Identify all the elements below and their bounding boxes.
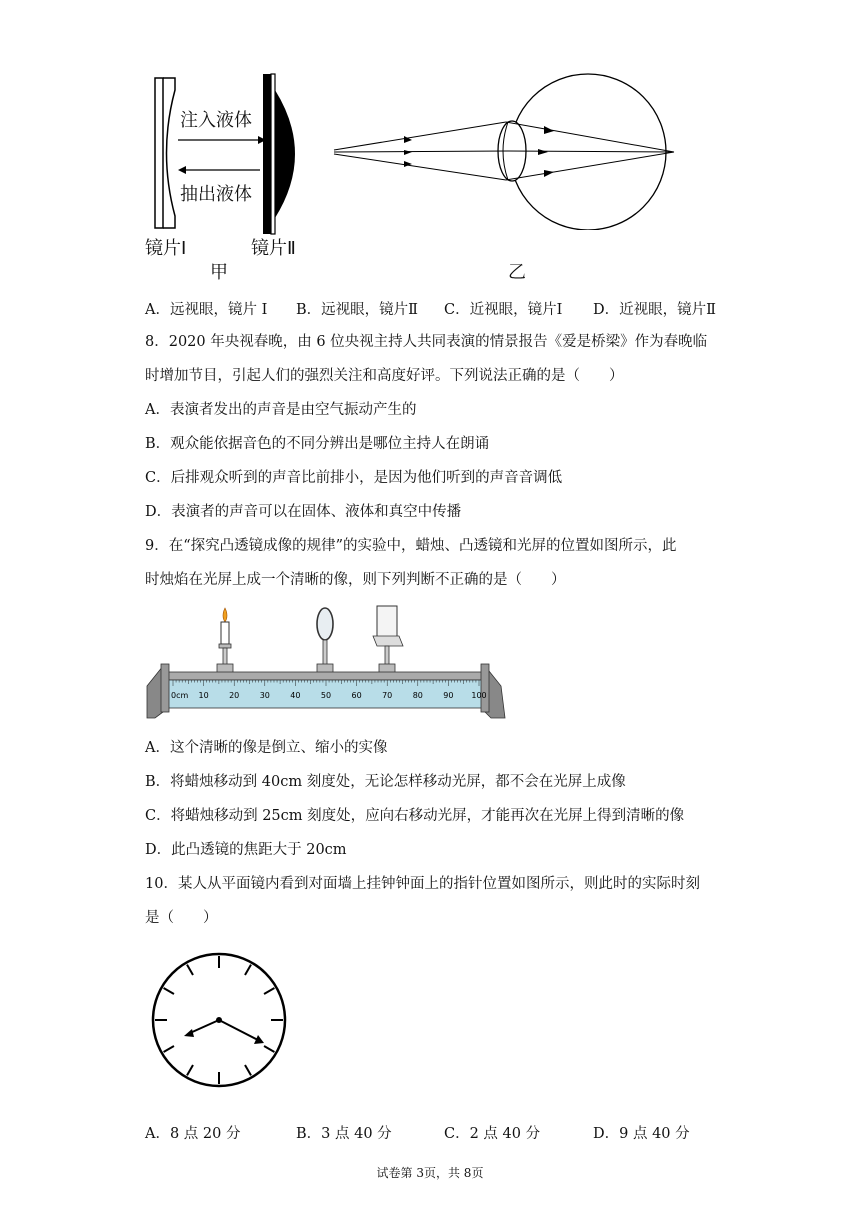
- q7-option-a[interactable]: A．远视眼，镜片 Ⅰ: [145, 302, 268, 318]
- extract-liquid-label: 抽出液体: [180, 184, 252, 205]
- bench-tick-label: 40: [290, 691, 301, 700]
- q10-stem-line2: 是（ ）: [145, 910, 218, 926]
- q9-stem-line1: 9．在“探究凸透镜成像的规律”的实验中，蜡烛、凸透镜和光屏的位置如图所示，此: [145, 538, 677, 554]
- q10-stem-line1: 10．某人从平面镜内看到对面墙上挂钟钟面上的指针位置如图所示，则此时的实际时刻: [145, 876, 700, 892]
- bench-tick-label: 50: [320, 691, 332, 700]
- figure-jia-caption: 甲: [210, 262, 228, 283]
- q8-option-c[interactable]: C．后排观众听到的声音比前排小，是因为他们听到的声音音调低: [145, 470, 563, 486]
- q9-option-d[interactable]: D．此凸透镜的焦距大于 20cm: [145, 842, 347, 858]
- bench-tick-label: 20: [229, 691, 240, 700]
- bench-tick-label: 30: [259, 691, 270, 700]
- q8-stem-line2: 时增加节目，引起人们的强烈关注和高度好评。下列说法正确的是（ ）: [145, 368, 624, 384]
- page-footer: 试卷第 3页，共 8页: [376, 1166, 484, 1180]
- q10-option-a[interactable]: A．8 点 20 分: [145, 1126, 241, 1142]
- q7-option-c[interactable]: C．近视眼，镜片Ⅰ: [444, 302, 563, 318]
- q9-option-a[interactable]: A．这个清晰的像是倒立、缩小的实像: [145, 740, 388, 756]
- bench-tick-label: 70: [382, 691, 393, 700]
- optical-bench-figure: [145, 600, 515, 722]
- figure-yi-caption: 乙: [508, 262, 526, 283]
- q10-options: [0, 1122, 860, 1144]
- q8-option-b[interactable]: B．观众能依据音色的不同分辨出是哪位主持人在朗诵: [145, 436, 490, 452]
- bench-unit-label: 0cm: [171, 691, 189, 700]
- q9-option-c[interactable]: C．将蜡烛移动到 25cm 刻度处，应向右移动光屏，才能再次在光屏上得到清晰的像: [145, 808, 685, 824]
- q10-option-b[interactable]: B．3 点 40 分: [296, 1126, 392, 1142]
- q8-option-d[interactable]: D．表演者的声音可以在固体、液体和真空中传播: [145, 504, 462, 520]
- q10-option-c[interactable]: C．2 点 40 分: [444, 1126, 541, 1142]
- bench-tick-label: 10: [198, 691, 209, 700]
- q9-stem-line2: 时烛焰在光屏上成一个清晰的像，则下列判断不正确的是（ ）: [145, 572, 566, 588]
- bench-tick-label: 60: [351, 691, 362, 700]
- figure-yi-eye: [330, 70, 690, 230]
- inject-liquid-label: 注入液体: [180, 110, 252, 131]
- q7-option-b[interactable]: B．远视眼，镜片Ⅱ: [296, 302, 419, 318]
- q10-option-d[interactable]: D．9 点 40 分: [593, 1126, 690, 1142]
- bench-tick-label: 90: [443, 691, 454, 700]
- bench-tick-label: 80: [412, 691, 423, 700]
- q9-option-b[interactable]: B．将蜡烛移动到 40cm 刻度处，无论怎样移动光屏，都不会在光屏上成像: [145, 774, 626, 790]
- mirror-clock-figure: [150, 950, 290, 1090]
- q7-option-d[interactable]: D．近视眼，镜片Ⅱ: [593, 302, 716, 318]
- lens-2-label: 镜片Ⅱ: [251, 238, 296, 259]
- q8-option-a[interactable]: A．表演者发出的声音是由空气振动产生的: [145, 402, 417, 418]
- lens-1-label: 镜片Ⅰ: [145, 238, 187, 259]
- q7-options: [0, 298, 860, 320]
- q8-stem-line1: 8．2020 年央视春晚，由 6 位央视主持人共同表演的情景报告《爱是桥梁》作为春晚临: [145, 334, 708, 350]
- bench-tick-label: 100: [471, 691, 487, 700]
